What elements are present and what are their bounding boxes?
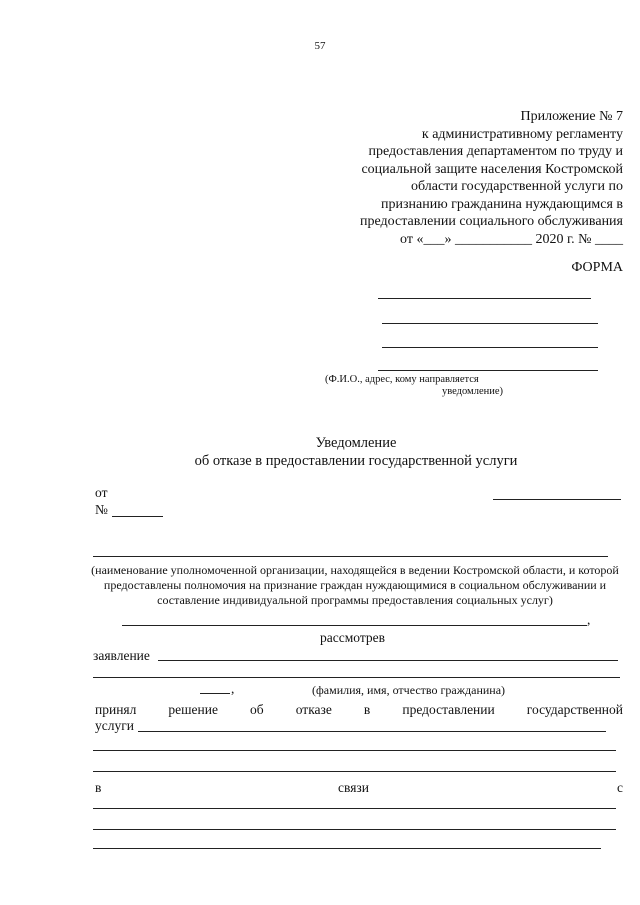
organization-caption: (наименование уполномоченной организации, находящейся в ведении Костромской области, и которой предоставлены полномочия на признание граждан нуждающимися в социальном обслуживании и составление индивидуальной программы предоставления социальных услуг) <box>91 563 619 607</box>
reason-line-1[interactable] <box>93 808 616 809</box>
appendix-header <box>323 108 623 248</box>
from-label: от <box>95 485 108 500</box>
address-caption-line1: (Ф.И.О., адрес, кому направляется <box>325 374 479 385</box>
form-label: ФОРМА <box>571 260 623 275</box>
decision-sentence <box>95 702 623 718</box>
recipient-line-4[interactable] <box>378 370 598 371</box>
word-svyazi: связи <box>338 780 369 795</box>
appendix-date-line: от «___» ___________ 2020 г. № ____ <box>400 231 623 247</box>
appendix-line: предоставлении социального обслуживания <box>360 214 623 229</box>
applicant-line[interactable] <box>93 677 620 678</box>
comma: , <box>231 681 235 696</box>
number-field[interactable] <box>112 516 163 517</box>
decision-word: в <box>363 702 371 717</box>
fio-caption: (фамилия, имя, отчество гражданина) <box>312 683 506 697</box>
applicant-short-line[interactable] <box>200 693 230 694</box>
appendix-line: социальной защите населения Костромской <box>361 161 623 177</box>
notice-title-line2: об отказе в предоставлении государственной услуги <box>194 453 518 469</box>
appendix-line: к административному регламенту <box>421 126 623 142</box>
decision-word: отказе <box>295 702 332 717</box>
considered-label: рассмотрев <box>320 630 386 645</box>
application-label: заявление <box>93 648 150 663</box>
notice-title-line1: Уведомление <box>315 435 397 451</box>
appendix-line: Приложение № 7 <box>520 109 623 124</box>
appendix-line: области государственной услуги по <box>410 179 623 194</box>
service-field[interactable] <box>138 731 606 732</box>
decision-word: принял <box>95 702 137 717</box>
blank-line-1[interactable] <box>93 750 616 751</box>
decision-word: предоставлении <box>402 702 495 717</box>
decision-word: об <box>250 702 264 717</box>
reason-line-3[interactable] <box>93 848 601 849</box>
appendix-line: предоставления департаментом по труду и <box>368 144 623 159</box>
recipient-line-1[interactable] <box>378 298 591 299</box>
date-field[interactable] <box>493 499 621 500</box>
comma: , <box>587 612 591 627</box>
word-s: с <box>617 780 623 795</box>
address-caption-line2: уведомление) <box>442 386 504 397</box>
recipient-line-3[interactable] <box>382 347 598 348</box>
notice-title <box>0 434 640 470</box>
decision-word: государственной <box>526 702 623 717</box>
organization-line-2[interactable] <box>122 625 587 626</box>
address-caption <box>325 374 585 398</box>
number-label: № <box>95 502 108 517</box>
decision-word: решение <box>168 702 218 717</box>
page-number: 57 <box>314 40 326 52</box>
application-field[interactable] <box>158 660 618 661</box>
blank-line-2[interactable] <box>93 771 616 772</box>
recipient-line-2[interactable] <box>382 323 598 324</box>
word-v: в <box>95 780 102 795</box>
reason-line-2[interactable] <box>93 829 616 830</box>
appendix-line: признанию гражданина нуждающимся в <box>381 196 623 212</box>
service-label: услуги <box>95 718 134 733</box>
organization-line[interactable] <box>93 556 608 557</box>
